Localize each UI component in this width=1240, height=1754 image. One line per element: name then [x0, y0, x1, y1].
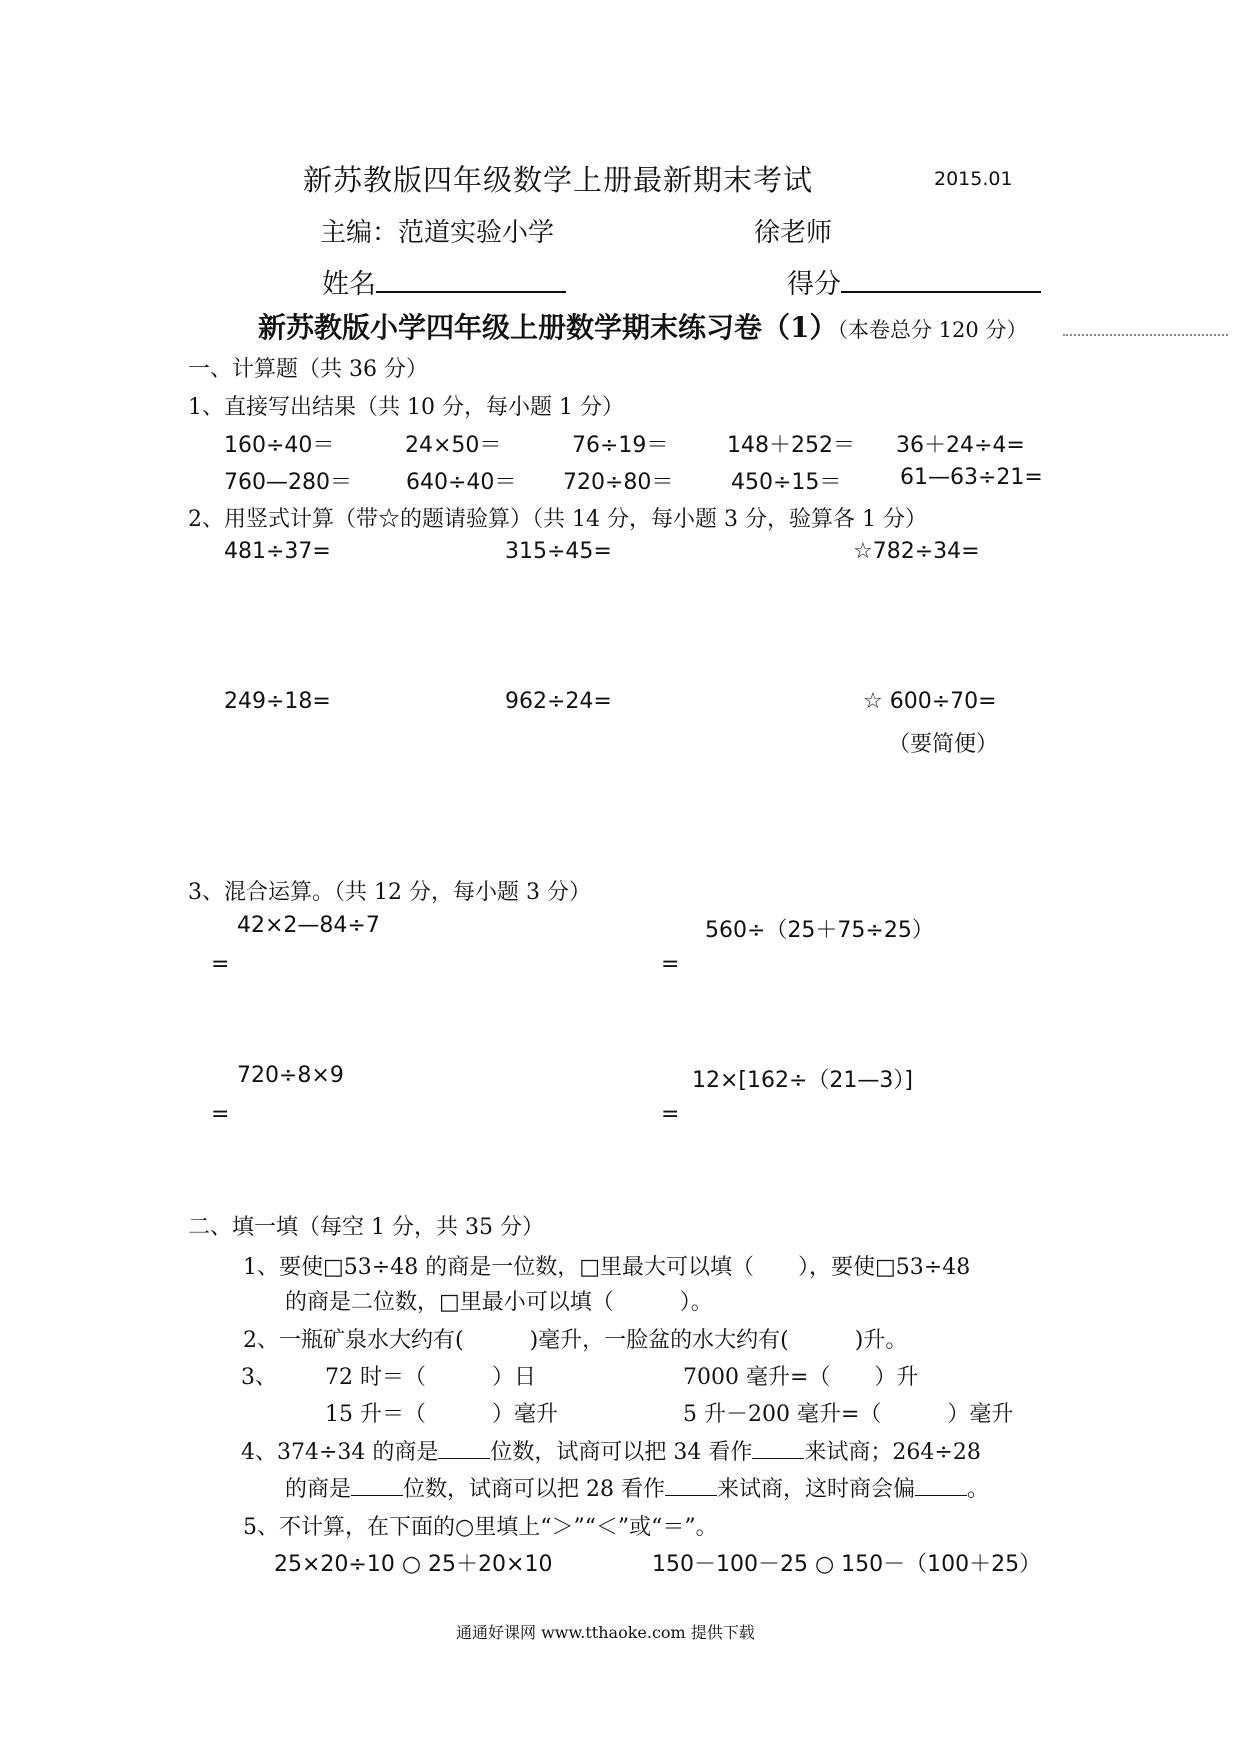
p2-q2: 2、一瓶矿泉水大约有( )毫升，一脸盆的水大约有( )升。 [243, 1328, 908, 1353]
q2-heading: 2、用竖式计算（带☆的题请验算）（共 14 分，每小题 3 分，验算各 1 分） [188, 507, 927, 532]
teacher-name: 徐老师 [754, 218, 833, 248]
exam-date: 2015.01 [934, 168, 1013, 190]
paper-main-title [258, 306, 1027, 346]
name-blank [376, 291, 566, 293]
equals-sign: = [661, 952, 680, 977]
q3-item: 12×[162÷（21—3）] [692, 1068, 914, 1093]
q1-heading: 1、直接写出结果（共 10 分，每小题 1 分） [188, 395, 624, 420]
p2-q4-text: 来试商；264÷28 [804, 1440, 981, 1465]
footer-text: 通通好课网 www.tthaoke.com 提供下载 [456, 1623, 755, 1642]
p2-q4-line1 [241, 1435, 981, 1466]
q2-item: 962÷24= [505, 689, 612, 714]
equals-sign: = [211, 952, 230, 977]
q2-item: ☆782÷34= [853, 539, 980, 564]
score-label: 得分 [787, 269, 841, 300]
q2-item: 315÷45= [505, 539, 612, 564]
p2-q4-text: 来试商，这时商会偏 [717, 1477, 916, 1502]
p2-q5-item: 150－100－25 ○ 150－（100＋25） [652, 1552, 1042, 1577]
q1-item: 760—280＝ [224, 470, 352, 495]
score-field [787, 262, 1041, 301]
q2-item: ☆ 600÷70= [863, 689, 997, 714]
q1-item: 160÷40＝ [224, 433, 335, 458]
p2-q3-item: 7000 毫升=（ ）升 [683, 1365, 919, 1390]
exam-title: 新苏教版四年级数学上册最新期末考试 [303, 163, 814, 197]
p2-q3-item: 15 升＝（ ）毫升 [325, 1402, 558, 1427]
q1-item: 61—63÷21= [900, 465, 1043, 490]
dotted-rule [1063, 334, 1228, 336]
score-blank [841, 291, 1041, 293]
q1-item: 76÷19＝ [572, 433, 669, 458]
p2-q4-line2 [285, 1472, 989, 1503]
name-label: 姓名 [322, 269, 376, 300]
p2-q3-label: 3、 [241, 1365, 277, 1390]
q1-item: 24×50＝ [405, 433, 502, 458]
p2-q4-text: 的商是 [285, 1477, 352, 1502]
p2-q4-text: 。 [967, 1477, 990, 1502]
q1-item: 640÷40＝ [406, 470, 517, 495]
total-score-note: （本卷总分 120 分） [837, 318, 1028, 342]
answer-blank [438, 1458, 490, 1459]
q2-note: （要简便） [888, 732, 999, 757]
q3-item: 560÷（25＋75÷25） [705, 918, 934, 943]
part1-heading: 一、计算题（共 36 分） [188, 357, 428, 382]
p2-q4-text: 位数，试商可以把 28 看作 [403, 1477, 665, 1502]
answer-blank [351, 1495, 403, 1496]
q3-heading: 3、混合运算。（共 12 分，每小题 3 分） [188, 880, 591, 905]
q1-item: 148＋252＝ [727, 433, 855, 458]
p2-q1-line2: 的商是二位数，□里最小可以填（ ）。 [285, 1290, 713, 1315]
answer-blank [752, 1458, 804, 1459]
p2-q5-item: 25×20÷10 ○ 25＋20×10 [274, 1552, 553, 1577]
q2-item: 249÷18= [224, 689, 331, 714]
p2-q1-line1: 1、要使□53÷48 的商是一位数，□里最大可以填（ ），要使□53÷48 [243, 1255, 971, 1280]
part2-heading: 二、填一填（每空 1 分，共 35 分） [188, 1215, 544, 1240]
p2-q4-text: 位数，试商可以把 34 看作 [490, 1440, 753, 1465]
main-title-text: 新苏教版小学四年级上册数学期末练习卷（1） [258, 311, 838, 344]
equals-sign: = [211, 1102, 230, 1127]
q3-item: 720÷8×9 [237, 1063, 344, 1088]
p2-q5-heading: 5、不计算，在下面的○里填上“＞”“＜”或“＝”。 [243, 1515, 718, 1540]
answer-blank [665, 1495, 717, 1496]
q1-item: 450÷15＝ [731, 470, 842, 495]
p2-q3-item: 5 升－200 毫升=（ ）毫升 [683, 1402, 1014, 1427]
q3-item: 42×2—84÷7 [237, 913, 380, 938]
q2-item: 481÷37= [224, 539, 331, 564]
p2-q3-item: 72 时＝（ ）日 [325, 1365, 536, 1390]
equals-sign: = [661, 1102, 680, 1127]
p2-q4-text: 4、374÷34 的商是 [241, 1440, 439, 1465]
answer-blank [915, 1495, 967, 1496]
editor-line: 主编：范道实验小学 [320, 218, 555, 248]
name-field [322, 262, 566, 301]
q1-item: 720÷80＝ [563, 470, 674, 495]
q1-item: 36＋24÷4= [896, 433, 1025, 458]
